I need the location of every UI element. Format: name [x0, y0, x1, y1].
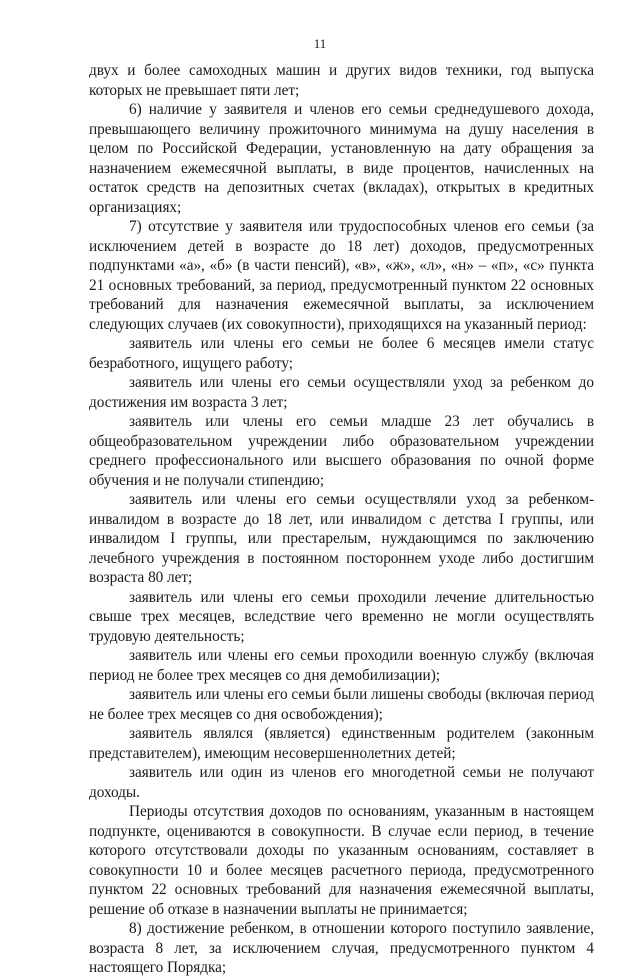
paragraph-case-military: заявитель или члены его семьи проходили военную службу (включая период не более трех месяцев со дня демобилизации);	[89, 647, 594, 684]
document-body	[89, 61, 594, 978]
page-number: 11	[313, 36, 327, 51]
paragraph-case-treatment: заявитель или члены его семьи проходили лечение длительностью свыше трех месяцев, вследствие чего временно не могли осуществлять трудовую деятельность;	[89, 588, 594, 645]
paragraph-case-disabled-care: заявитель или члены его семьи осуществляли уход за ребенком-инвалидом в возрасте до 18 лет, или инвалидом с детства I группы, или инвалидом I группы, или престарелым, нуждающимся по заключению лечебного учреждения в постоянном постороннем уходе либо достигшим возраста 80 лет;	[89, 491, 594, 586]
paragraph-case-single-parent: заявитель являлся (является) единственным родителем (законным представителем), имеющим несовершеннолетних детей;	[89, 725, 594, 762]
paragraph-item-7: 7) отсутствие у заявителя или трудоспособных членов его семьи (за исключением детей в возрасте до 18 лет) доходов, предусмотренных подпунктами «а», «б» (в части пенсий), «в», «ж», «л», «н» – «п», «с» пункта 21 основных требований, за период, предусмотренный пунктом 22 основных требований для назначения ежемесячной выплаты, за исключением следующих случаев (их совокупности), приходящихся на указанный период:	[89, 218, 594, 333]
paragraph-case-large-family: заявитель или один из членов его многодетной семьи не получают доходы.	[89, 764, 594, 801]
paragraph-item-8: 8) достижение ребенком, в отношении которого поступило заявление, возраста 8 лет, за исключением случая, предусмотренного пунктом 4 настоящего Порядка;	[89, 920, 594, 976]
paragraph-item-6: 6) наличие у заявителя и членов его семьи среднедушевого дохода, превышающего величину прожиточного минимума на душу населения в целом по Российской Федерации, установленную на дату обращения за назначением ежемесячной выплаты, в виде процентов, начисленных на остаток средств на депозитных счетах (вкладах), открытых в кредитных организациях;	[89, 101, 594, 216]
paragraph-periods-assessment: Периоды отсутствия доходов по основаниям, указанным в настоящем подпункте, оцениваются в совокупности. В случае если период, в течение которого отсутствовали доходы по указанным основаниям, составляет в совокупности 10 и более месяцев расчетного периода, предусмотренного пунктом 22 основных требований для назначения ежемесячной выплаты, решение об отказе в назначении выплаты не принимается;	[89, 803, 594, 918]
paragraph-case-students: заявитель или члены его семьи младше 23 лет обучались в общеобразовательном учреждении либо образовательном учреждении среднего профессионального или высшего образования по очной форме обучения и не получали стипендию;	[89, 413, 594, 489]
paragraph-continuation: двух и более самоходных машин и других видов техники, год выпуска которых не превышает пяти лет;	[89, 62, 594, 99]
paragraph-case-imprisonment: заявитель или члены его семьи были лишены свободы (включая период не более трех месяцев со дня освобождения);	[89, 686, 594, 723]
paragraph-case-childcare: заявитель или члены его семьи осуществляли уход за ребенком до достижения им возраста 3 лет;	[89, 374, 594, 411]
paragraph-case-unemployed: заявитель или члены его семьи не более 6 месяцев имели статус безработного, ищущего работу;	[89, 335, 594, 372]
